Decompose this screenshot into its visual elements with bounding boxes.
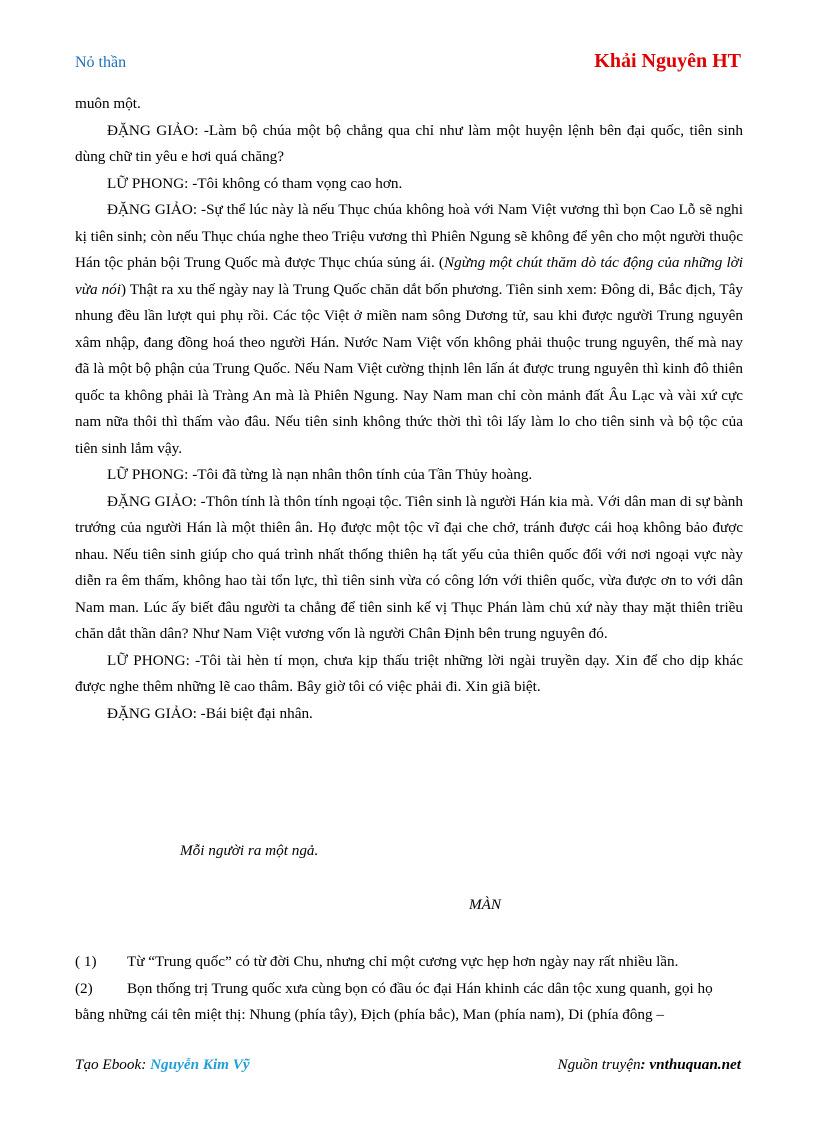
- ebook-creator: Nguyễn Kim Vỹ: [150, 1056, 250, 1073]
- page-body: [75, 91, 743, 727]
- footnote: [75, 976, 743, 1029]
- footnote-text: Bọn thống trị Trung quốc xưa cùng bọn có đầu óc đại Hán khinh các dân tộc xung quanh, gọi họ bằng những cái tên miệt thị: Nhung (phía tây), Địch (phía bắc), Man (phía nam), Di (phía đông –: [75, 979, 713, 1023]
- footnote: [75, 949, 743, 976]
- footnote-number: (2): [75, 979, 93, 997]
- paragraph-text: ĐẶNG GIẢO: -Sự thể lúc này là nếu Thục chúa không hoà với Nam Việt vương thì bọn Cao Lỗ sẽ nghi kị tiên sinh; còn nếu Thục chúa nghe theo Triệu vương thì Phiên Ngung sẽ không để yên cho một người thuộc Hán tộc phản bội Trung Quốc mà được Thục chúa sủng ái. (: [75, 201, 743, 271]
- separator: :: [141, 1056, 151, 1073]
- paragraph: ĐẶNG GIẢO: -Bái biệt đại nhân.: [107, 704, 313, 722]
- ebook-credit: [75, 1056, 250, 1074]
- curtain-mark: MÀN: [469, 896, 502, 913]
- stage-direction: Mỗi người ra một ngả.: [180, 842, 319, 859]
- paragraph: LỮ PHONG: -Tôi đã từng là nạn nhân thôn tính của Tần Thủy hoàng.: [107, 466, 533, 483]
- source-label: Nguồn truyện: [557, 1056, 641, 1073]
- ebook-credit-label: Tạo Ebook: [75, 1056, 142, 1073]
- page-header: [75, 50, 741, 76]
- paragraph: muôn một.: [75, 95, 141, 112]
- book-title: Nỏ thần: [75, 54, 127, 71]
- footnote-number: ( 1): [75, 953, 97, 970]
- footnotes: [75, 949, 743, 1029]
- paragraph: [75, 197, 743, 462]
- paragraph: ĐẶNG GIẢO: -Thôn tính là thôn tính ngoại tộc. Tiên sinh là người Hán kia mà. Với dân man di sự bành trướng của người Hán là một thiên ân. Họ được một tộc vĩ đại che chở, tránh được cái hoạ không bảo được nhau. Nếu tiên sinh giúp cho quá trình nhất thống thiên hạ tất yếu của thiên quốc đối với nơi ngoại vực này diễn ra êm thấm, không hao tài tổn lực, thì tiên sinh vừa có công lớn với thiên quốc, vừa được ơn to với dân Nam man. Lúc ấy biết đâu người ta chẳng để tiên sinh kế vị Thục Phán làm chủ xứ này thay mặt thiên triều chăn dắt thần dân? Như Nam Việt vương vốn là người Chân Định bên trung nguyên đó.: [75, 492, 743, 642]
- source-credit: [557, 1056, 741, 1074]
- author-name: Khải Nguyên HT: [594, 50, 741, 72]
- paragraph: LỮ PHONG: -Tôi tài hèn tí mọn, chưa kịp thấu triệt những lời ngài truyền dạy. Xin để cho dịp khác được nghe thêm những lẽ cao thâm. Bây giờ tôi có việc phải đi. Xin giã biệt.: [75, 651, 743, 695]
- page-footer: [75, 1056, 741, 1076]
- paragraph: LỮ PHONG: -Tôi không có tham vọng cao hơn.: [107, 174, 403, 192]
- footnote-text: Từ “Trung quốc” có từ đời Chu, nhưng chỉ một cương vực hẹp hơn ngày nay rất nhiều lần.: [127, 953, 679, 970]
- paragraph: ĐẶNG GIẢO: -Làm bộ chúa một bộ chẳng qua chỉ như làm một huyện lệnh bên đại quốc, tiên sinh dùng chữ tin yêu e hơi quá chăng?: [75, 121, 743, 165]
- source-site: vnthuquan.net: [649, 1056, 741, 1073]
- stage-note: Ngừng một chút thăm dò tác động của những lời vừa nói: [75, 254, 744, 298]
- separator: :: [640, 1056, 650, 1073]
- paragraph-text: ) Thật ra xu thế ngày nay là Trung Quốc chăn dắt bốn phương. Tiên sinh xem: Đông di, Bắc địch, Tây nhung đều lần lượt qui phụ rồi. Các tộc Việt ở miền nam sông Dương tử, sau khi được người Trung nguyên xâm nhập, đang đồng hoá theo người Hán. Nước Nam Việt vốn không phải thuộc trung nguyên, thế mà nay đã là một bộ phận của Trung Quốc. Nếu Nam Việt cường thịnh lên lấn át được trung nguyên thì kinh đô thiên quốc ta không phải là Tràng An mà là Phiên Ngung. Nay Nam man chỉ còn mảnh đất Âu Lạc và vài xứ cực nam nữa thôi thì thấm vào đâu. Nếu tiên sinh không thức thời thì tôi lấy làm lo cho tiên sinh và bộ tộc của tiên sinh lắm vậy.: [75, 280, 744, 457]
